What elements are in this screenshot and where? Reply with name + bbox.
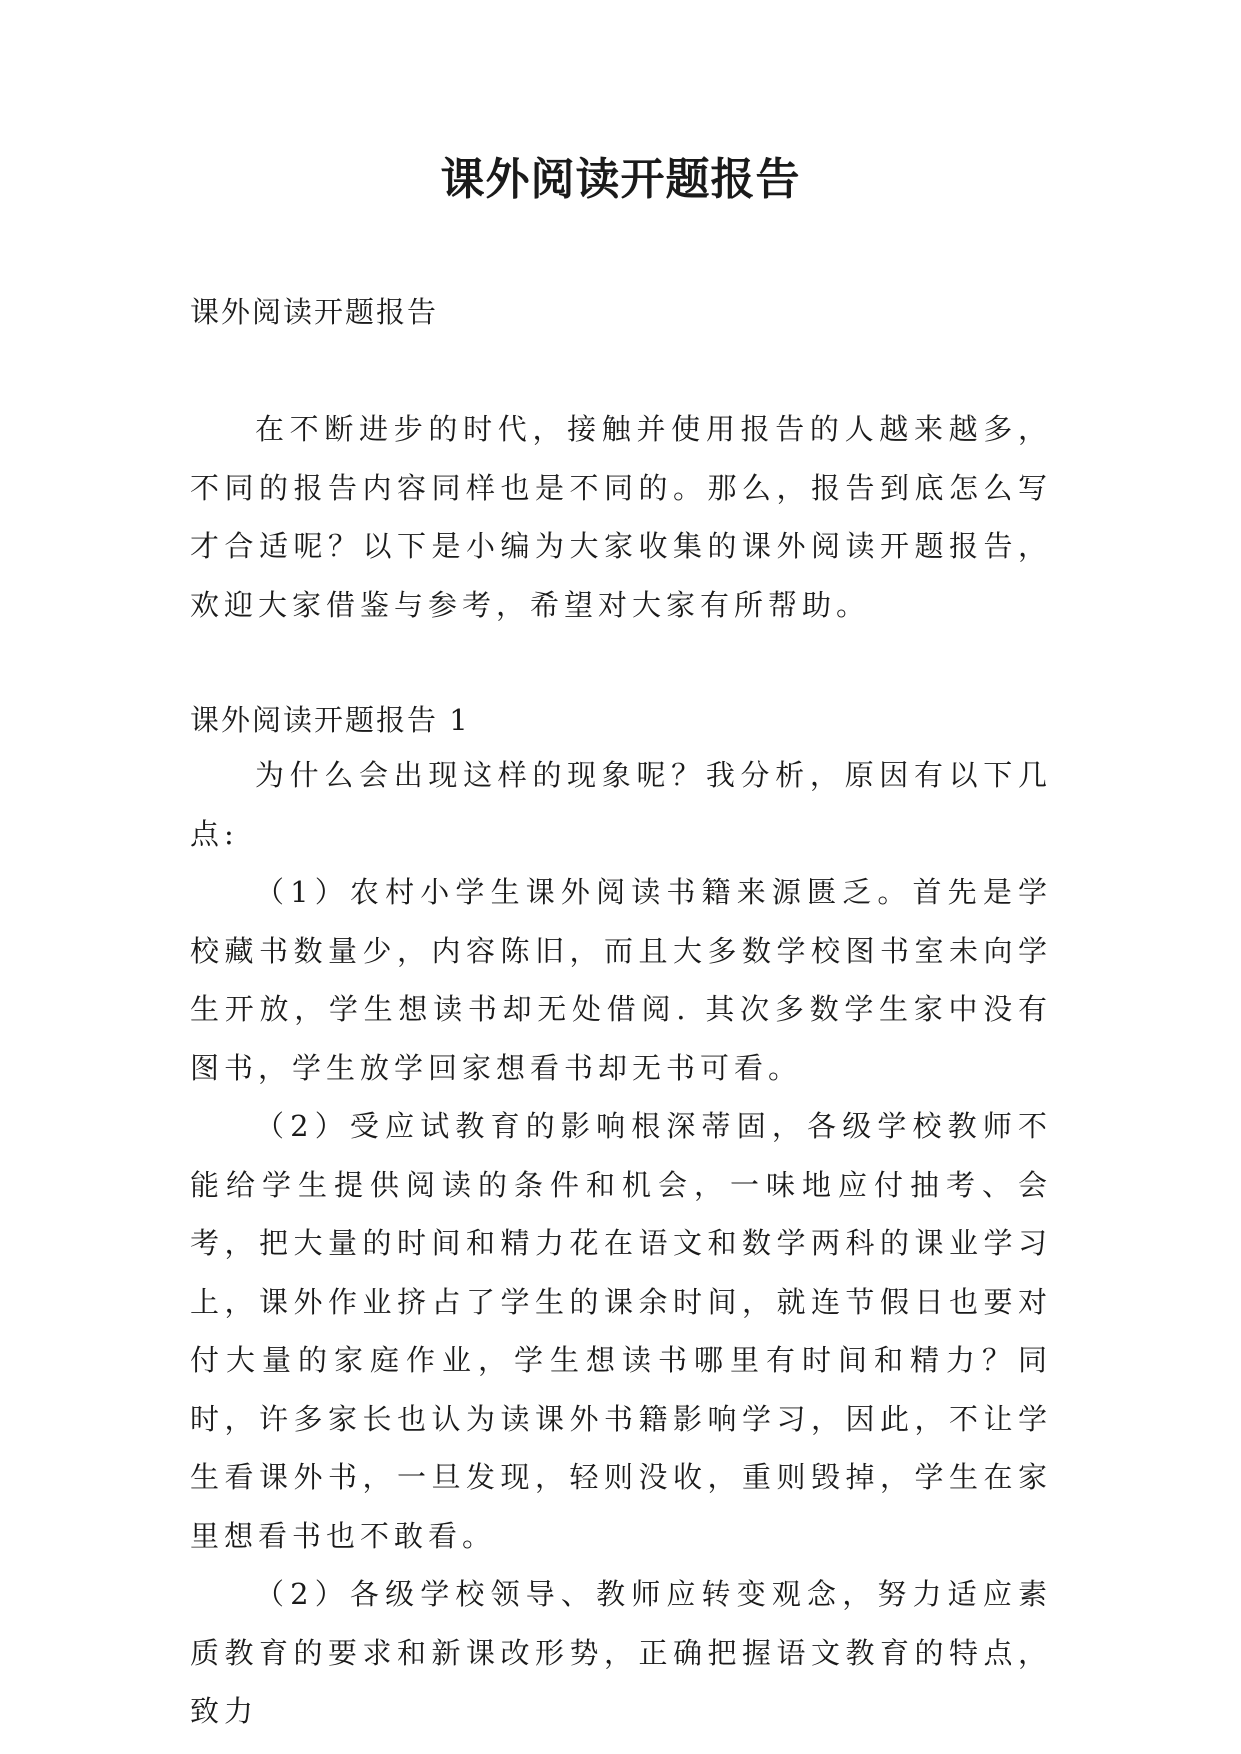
section-paragraph: （2）受应试教育的影响根深蒂固，各级学校教师不能给学生提供阅读的条件和机会，一味地应付抽考、会考，把大量的时间和精力花在语文和数学两科的课业学习上，课外作业挤占了学生的课余时间，就连节假日也要对付大量的家庭作业，学生想读书哪里有时间和精力？同时，许多家长也认为读课外书籍影响学习，因此，不让学生看课外书，一旦发现，轻则没收，重则毁掉，学生在家里想看书也不敢看。 <box>190 1109 1052 1553</box>
section-paragraph: （1）农村小学生课外阅读书籍来源匮乏。首先是学校藏书数量少，内容陈旧，而且大多数学校图书室未向学生开放，学生想读书却无处借阅. 其次多数学生家中没有图书，学生放学回家想看书却无书可看。 <box>190 875 1052 1085</box>
section-paragraph: （2）各级学校领导、教师应转变观念，努力适应素质教育的要求和新课改形势，正确把握语文教育的特点，致力 <box>190 1577 1052 1728</box>
report-section-1 <box>190 700 1052 1741</box>
document-title: 课外阅读开题报告 <box>440 154 801 205</box>
section-heading: 课外阅读开题报告 1 <box>190 703 470 737</box>
document-subtitle: 课外阅读开题报告 <box>190 295 439 329</box>
section-paragraph: 为什么会出现这样的现象呢？我分析，原因有以下几点: <box>190 758 1052 851</box>
intro-paragraph: 在不断进步的时代，接触并使用报告的人越来越多，不同的报告内容同样也是不同的。那么，报告到底怎么写才合适呢？以下是小编为大家收集的课外阅读开题报告，欢迎大家借鉴与参考，希望对大家有所帮助。 <box>190 412 1052 622</box>
